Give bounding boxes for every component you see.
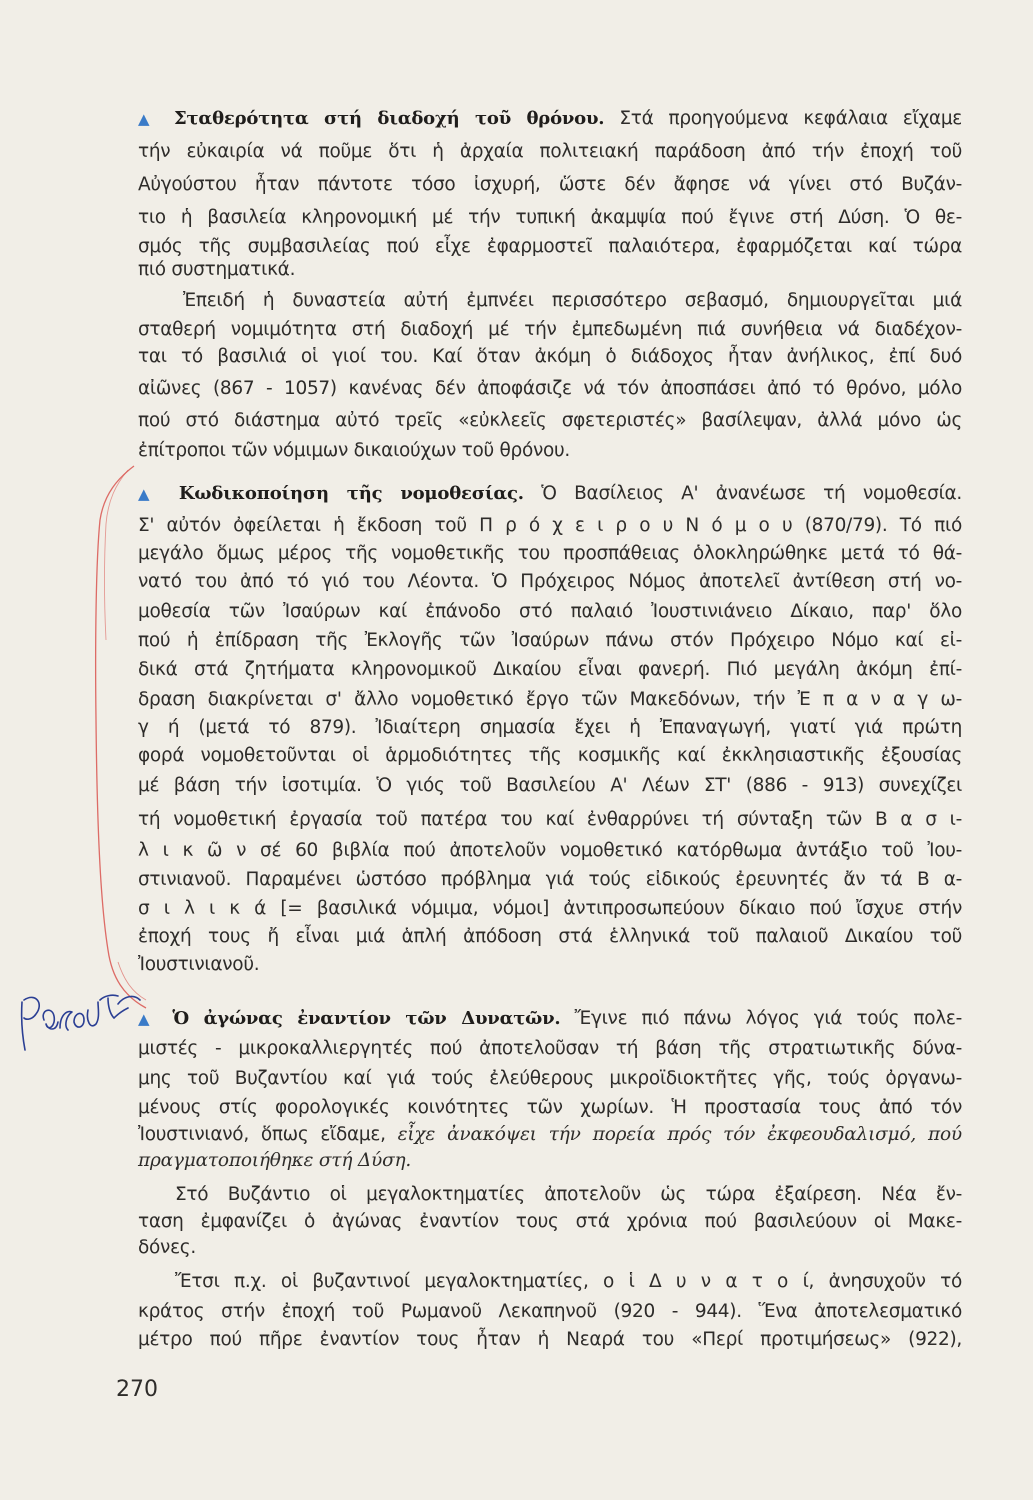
text-line: δόνες. — [138, 1237, 196, 1258]
text-line: ἐπίτροποι τῶν νόμιμων δικαιούχων τοῦ θρόνου. — [138, 440, 571, 461]
text-line: Ἰουστινιανοῦ. — [138, 954, 260, 975]
text-line: μοθεσία τῶν Ἰσαύρων καί ἐπάνοδο στό παλαιό Ἰουστινιάνειο Δίκαιο, παρ' ὅλο — [138, 601, 962, 622]
text-line: γ ή (μετά τό 879). Ἰδιαίτερη σημασία ἔχει ἡ Ἐπαναγωγή, γιατί γιά πρώτη — [138, 717, 962, 738]
text-line: μένους στίς φορολογικές κοινότητες τῶν χωρίων. Ἡ προστασία τους ἀπό τόν — [138, 1097, 962, 1118]
text-line: στινιανοῦ. Παραμένει ὡστόσο πρόβλημα γιά τούς εἰδικούς ἐρευνητές ἄν τά Β α- — [138, 869, 962, 890]
text-line: δικά στά ζητήματα κληρονομικοῦ Δικαίου εἶναι φανερή. Πιό μεγάλη ἀκόμη ἐπί- — [138, 659, 962, 680]
text-line: λ ι κ ῶ ν σέ 60 βιβλία πού ἀποτελοῦν νομοθετικό κατόρθωμα ἀντάξιο τοῦ Ἰου- — [138, 840, 962, 861]
text-line: δραση διακρίνεται σ' ἄλλο νομοθετικό ἔργο τῶν Μακεδόνων, τήν Ἐ π α ν α γ ω- — [138, 689, 962, 710]
handwritten-margin-note-icon — [22, 995, 140, 1050]
section-heading-line — [138, 482, 962, 506]
text-line: ἐποχή τους ἤ εἶναι μιά ἁπλή ἀπόδοση στά ἑλληνικά τοῦ παλαιοῦ Δικαίου τοῦ — [138, 926, 962, 947]
text-line: σμός τῆς συμβασιλείας πού εἶχε ἐφαρμοστεῖ παλαιότερα, ἐφαρμόζεται καί τώρα — [138, 236, 962, 257]
text-line: Σ' αὐτόν ὀφείλεται ἡ ἔκδοση τοῦ Π ρ ό χ ε ι ρ ο υ Ν ό μ ο υ (870/79). Τό πιό — [138, 515, 962, 536]
page-number: 270 — [116, 1377, 158, 1402]
text-line: Ἐπειδή ἡ δυναστεία αὐτή ἐμπνέει περισσότερο σεβασμό, δημιουργεῖται μιά — [183, 290, 962, 311]
italic-segment: πραγματοποιήθηκε στή Δύση. — [138, 1150, 412, 1171]
text-line: μης τοῦ Βυζαντίου καί γιά τούς ἐλεύθερους μικροϊδιοκτῆτες γῆς, τούς ὀργανω- — [138, 1068, 962, 1089]
text-line: Στό Βυζάντιο οἱ μεγαλοκτηματίες ἀποτελοῦν ὡς τώρα ἐξαίρεση. Νέα ἔν- — [175, 1184, 962, 1205]
red-pen-secondary-line — [105, 470, 129, 640]
section-heading-line — [138, 107, 962, 131]
italic-segment: εἶχε ἀνακόψει τήν πορεία πρός τόν ἐκφεουδαλισμό, πού — [397, 1124, 962, 1145]
text-line: μιστές - μικροκαλλιεργητές πού ἀποτελοῦσαν τή βάση τῆς στρατιωτικῆς δύνα- — [138, 1038, 962, 1059]
triangle-marker-icon — [138, 1010, 158, 1028]
text-line: Ἔτσι π.χ. οἱ βυζαντινοί μεγαλοκτηματίες, ο ἱ Δ υ ν α τ ο ί, ἀνησυχοῦν τό — [175, 1271, 962, 1292]
text-line: τιο ἡ βασιλεία κληρονομική μέ τήν τυπική ἀκαμψία πού ἔγινε στή Δύση. Ὁ θε- — [138, 207, 962, 228]
section-heading: Κωδικοποίηση τῆς νομοθεσίας. — [178, 483, 524, 504]
text-line: ται τό βασιλιά οἱ γιοί του. Καί ὅταν ἀκόμη ὁ διάδοχος ἦταν ἀνήλικος, ἐπί δυό — [138, 346, 962, 367]
section-heading: Ὁ ἀγώνας ἐναντίον τῶν Δυνατῶν. — [172, 1008, 561, 1029]
text-line: μέτρο πού πῆρε ἐναντίον τους ἦταν ἡ Νεαρά του «Περί προτιμήσεως» (922), — [138, 1329, 962, 1350]
text-segment: Ὁ Βασίλειος Α' ἀνανέωσε τή νομοθεσία. — [541, 483, 962, 504]
text-line: τή νομοθετική ἐργασία τοῦ πατέρα του καί ἐνθαρρύνει τή σύνταξη τῶν Β α σ ι- — [138, 809, 962, 830]
text-segment: Ἰουστινιανό, ὅπως εἴδαμε, — [138, 1124, 386, 1145]
text-line: τήν εὐκαιρία νά ποῦμε ὅτι ἡ ἀρχαία πολιτειακή παράδοση ἀπό τήν ἐποχή τοῦ — [138, 141, 962, 162]
text-line: κράτος στήν ἐποχή τοῦ Ρωμανοῦ Λεκαπηνοῦ (920 - 944). Ἕνα ἀποτελεσματικό — [138, 1301, 962, 1322]
text-line: μεγάλο ὅμως μέρος τῆς νομοθετικῆς του προσπάθειας ὁλοκληρώθηκε μετά τό θά- — [138, 543, 962, 564]
triangle-marker-icon — [138, 110, 159, 128]
text-line — [138, 1149, 962, 1173]
text-line: φορά νομοθετοῦνται οἱ ἁρμοδιότητες τῆς κοσμικῆς καί ἐκκλησιαστικῆς ἐξουσίας — [138, 745, 962, 766]
text-line: αἰῶνες (867 - 1057) κανένας δέν ἀποφάσιζε νά τόν ἀποσπάσει ἀπό τό θρόνο, μόλο — [138, 378, 962, 399]
text-line: σ ι λ ι κ ά [= βασιλικά νόμιμα, νόμοι] ἀντιπροσωπεύουν δίκαιο πού ἴσχυε στήν — [138, 898, 962, 919]
text-line: ταση ἐμφανίζει ὁ ἀγώνας ἐναντίον τους στά χρόνια πού βασιλεύουν οἱ Μακε- — [138, 1211, 962, 1232]
text-line: πιό συστηματικά. — [138, 259, 296, 280]
text-line: σταθερή νομιμότητα στή διαδοχή μέ τήν ἐμπεδωμένη πιά συνήθεια νά διαδέχον- — [138, 319, 962, 340]
text-line: μέ βάση τήν ἰσοτιμία. Ὁ γιός τοῦ Βασιλείου Α' Λέων ΣΤ' (886 - 913) συνεχίζει — [138, 775, 962, 796]
text-line: Αὐγούστου ἦταν πάντοτε τόσο ἰσχυρή, ὥστε δέν ἄφησε νά γίνει στό Βυζάν- — [138, 174, 962, 195]
text-line: νατό του ἀπό τό γιό του Λέοντα. Ὁ Πρόχειρος Νόμος ἀποτελεῖ ἀντίθεση στή νο- — [138, 571, 962, 592]
text-line: πού ἡ ἐπίδραση τῆς Ἐκλογῆς τῶν Ἰσαύρων πάνω στόν Πρόχειρο Νόμο καί εἰ- — [138, 630, 962, 651]
section-heading-line — [138, 1007, 962, 1031]
triangle-marker-icon — [138, 485, 161, 503]
text-line: πού στό διάστημα αὐτό τρεῖς «εὐκλεεῖς σφετεριστές» βασίλεψαν, ἀλλά μόνο ὡς — [138, 410, 962, 431]
section-heading: Σταθερότητα στή διαδοχή τοῦ θρόνου. — [173, 108, 605, 129]
text-line — [138, 1123, 962, 1147]
text-segment: Ἔγινε πιό πάνω λόγος γιά τούς πολε- — [574, 1008, 962, 1029]
text-segment: Στά προηγούμενα κεφάλαια εἴχαμε — [619, 108, 962, 129]
